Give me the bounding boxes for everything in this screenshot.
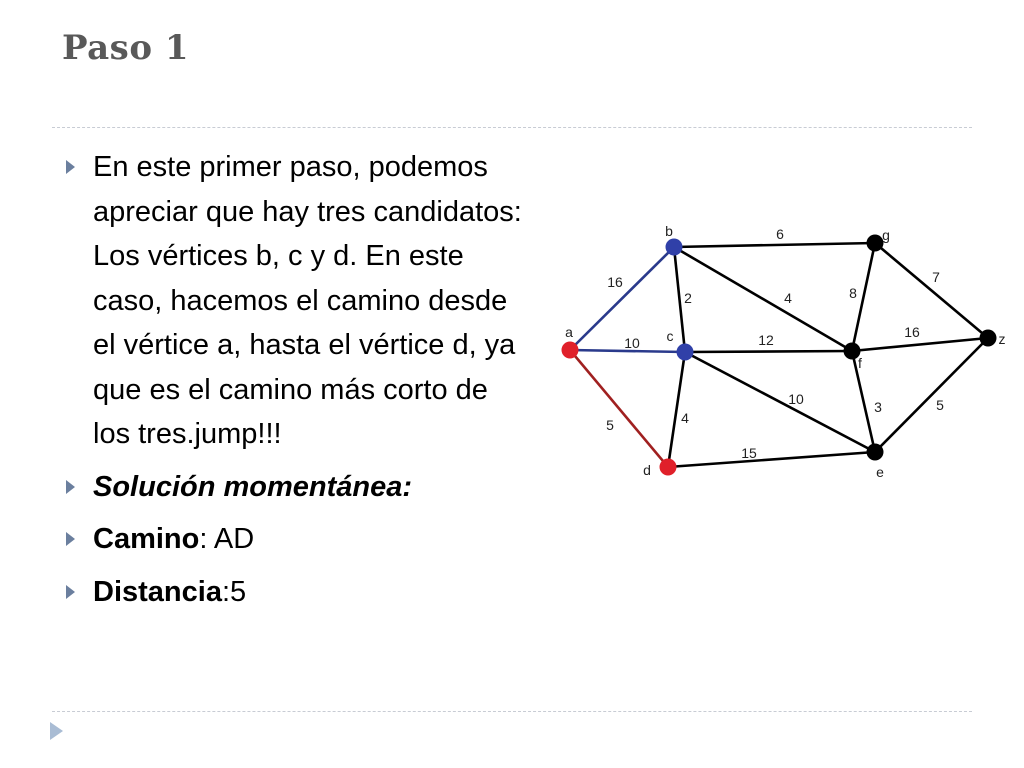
edge-weight-label: 16 [904, 324, 920, 340]
edge-weight-label: 7 [932, 269, 940, 285]
slide-title: Paso 1 [62, 28, 189, 68]
edge-c-e [685, 352, 875, 452]
path-label: Camino [93, 523, 200, 555]
node-b [666, 239, 683, 256]
edge-weight-label: 4 [784, 290, 792, 306]
node-c [677, 344, 694, 361]
graph-diagram [540, 205, 1020, 505]
distance-label: Distancia [93, 575, 222, 608]
edge-f-z [852, 338, 988, 351]
bullet-item-solution [62, 465, 532, 510]
node-label: d [643, 462, 651, 478]
node-label: g [882, 227, 890, 243]
edge-weight-label: 10 [624, 335, 640, 351]
path-value: : AD [199, 523, 255, 555]
edge-c-f [685, 351, 852, 352]
edge-a-d [570, 350, 668, 467]
edge-weight-label: 8 [849, 285, 857, 301]
edge-f-e [852, 351, 875, 452]
node-label: f [858, 355, 862, 371]
graph-svg [540, 205, 1020, 505]
bullet-text: En este primer paso, podemos apreciar que hay tres candidatos: Los vértices b, c y d. En este caso, hacemos el camino desde el vértice a, hasta el vértice d, ya que es el camino más corto de los tres.jump!!! [93, 151, 522, 450]
top-divider [52, 127, 972, 128]
edge-weight-label: 10 [788, 391, 804, 407]
node-label: z [998, 331, 1006, 347]
node-label: b [665, 223, 673, 239]
node-label: a [565, 324, 573, 340]
bullet-item-explanation [62, 145, 532, 457]
bullet-arrow-icon [66, 160, 75, 174]
edge-weight-label: 2 [684, 290, 692, 306]
node-label: c [666, 328, 674, 344]
bottom-divider [52, 711, 972, 712]
edge-weight-label: 3 [874, 399, 882, 415]
node-z [980, 330, 997, 347]
edge-weight-label: 16 [607, 274, 623, 290]
edge-weight-label: 5 [936, 397, 944, 413]
distance-value: :5 [221, 575, 247, 608]
node-a [562, 342, 579, 359]
node-e [867, 444, 884, 461]
edge-weight-label: 4 [681, 410, 689, 426]
node-label: e [876, 464, 884, 480]
node-g [867, 235, 884, 252]
bullet-item-distance [62, 570, 532, 615]
bullet-arrow-icon [66, 585, 75, 599]
edge-d-e [668, 452, 875, 467]
next-slide-icon[interactable] [50, 722, 63, 740]
edge-weight-label: 5 [606, 417, 614, 433]
edge-weight-label: 12 [758, 332, 774, 348]
bullet-item-path [62, 517, 532, 562]
edge-b-g [674, 243, 875, 247]
edge-e-z [875, 338, 988, 452]
bullet-arrow-icon [66, 480, 75, 494]
bullet-list [62, 145, 532, 622]
edge-a-b [570, 247, 674, 350]
edge-weight-label: 15 [741, 445, 757, 461]
node-d [660, 459, 677, 476]
bullet-text: Solución momentánea: [93, 470, 413, 503]
edge-weight-label: 6 [776, 226, 784, 242]
bullet-arrow-icon [66, 532, 75, 546]
edge-g-z [875, 243, 988, 338]
